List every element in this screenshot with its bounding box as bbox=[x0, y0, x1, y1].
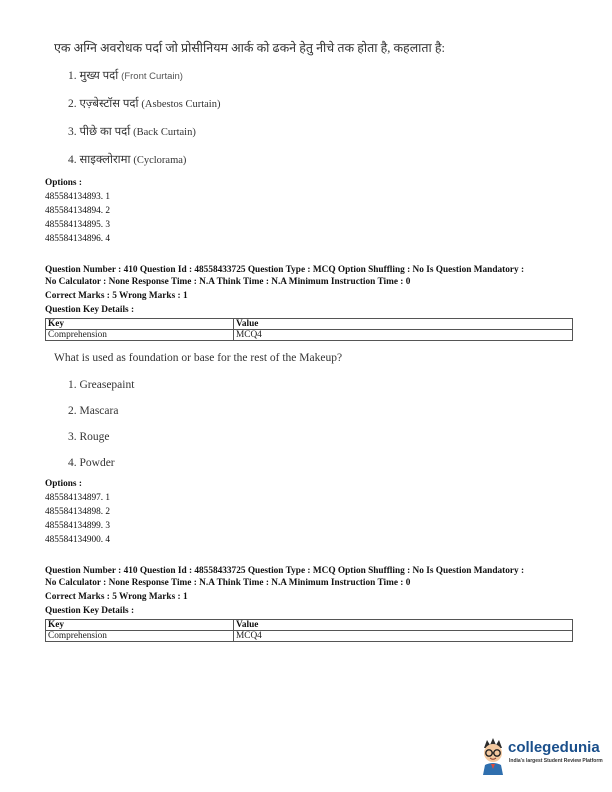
table-header-value: Value bbox=[234, 319, 573, 330]
option-id: 485584134898. 2 bbox=[45, 507, 111, 517]
question-key-table bbox=[45, 619, 573, 642]
table-cell-value: MCQ4 bbox=[234, 631, 573, 642]
option-english: (Front Curtain) bbox=[121, 71, 183, 82]
option-hindi: 3. पीछे का पर्दा bbox=[68, 126, 131, 138]
option-id: 485584134895. 3 bbox=[45, 220, 111, 230]
question-meta-line-1: Question Number : 410 Question Id : 48558433725 Question Type : MCQ Option Shuffling : No Is Question Mandatory : bbox=[45, 265, 525, 275]
option-english: (Cyclorama) bbox=[133, 155, 187, 166]
question-2-option-1: 1. Greasepaint bbox=[68, 379, 135, 391]
question-1-text: एक अग्नि अवरोधक पर्दा जो प्रोसीनियम आर्क को ढकने हेतु नीचे तक होता है, कहलाता है: bbox=[54, 41, 445, 55]
question-2-option-2: 2. Mascara bbox=[68, 405, 119, 417]
question-key-table bbox=[45, 318, 573, 341]
logo-tagline: India's largest Student Review Platform bbox=[509, 758, 603, 764]
collegedunia-logo bbox=[478, 735, 604, 775]
option-hindi: 4. साइक्लोरामा bbox=[68, 154, 131, 166]
option-id: 485584134896. 4 bbox=[45, 234, 111, 244]
option-id: 485584134894. 2 bbox=[45, 206, 111, 216]
question-2-option-3: 3. Rouge bbox=[68, 431, 110, 443]
table-header-key: Key bbox=[46, 319, 234, 330]
question-key-details-label: Question Key Details : bbox=[45, 606, 135, 616]
option-hindi: 2. एज़्बेस्टॉस पर्दा bbox=[68, 98, 139, 110]
option-english: (Back Curtain) bbox=[133, 127, 196, 138]
option-id: 485584134897. 1 bbox=[45, 493, 111, 503]
table-cell-key: Comprehension bbox=[46, 330, 234, 341]
question-1-option-3 bbox=[68, 124, 196, 139]
marks-info: Correct Marks : 5 Wrong Marks : 1 bbox=[45, 291, 188, 301]
option-id: 485584134893. 1 bbox=[45, 192, 111, 202]
table-cell-value: MCQ4 bbox=[234, 330, 573, 341]
options-label: Options : bbox=[45, 178, 82, 188]
option-english: (Asbestos Curtain) bbox=[141, 99, 221, 110]
question-2-text: What is used as foundation or base for the rest of the Makeup? bbox=[54, 352, 343, 364]
question-meta-line-2: No Calculator : None Response Time : N.A Think Time : N.A Minimum Instruction Time : 0 bbox=[45, 277, 411, 287]
option-hindi: 1. मुख्य पर्दा bbox=[68, 70, 119, 82]
question-meta-line-1: Question Number : 410 Question Id : 48558433725 Question Type : MCQ Option Shuffling : No Is Question Mandatory : bbox=[45, 566, 525, 576]
table-header-key: Key bbox=[46, 620, 234, 631]
mascot-icon bbox=[478, 735, 508, 775]
option-id: 485584134899. 3 bbox=[45, 521, 111, 531]
question-2-option-4: 4. Powder bbox=[68, 457, 115, 469]
question-key-details-label: Question Key Details : bbox=[45, 305, 135, 315]
question-1-option-4 bbox=[68, 152, 186, 167]
table-header-value: Value bbox=[234, 620, 573, 631]
option-id: 485584134900. 4 bbox=[45, 535, 111, 545]
logo-wordmark: collegedunia bbox=[508, 739, 600, 756]
question-1-option-1 bbox=[68, 68, 183, 83]
options-label: Options : bbox=[45, 479, 82, 489]
table-cell-key: Comprehension bbox=[46, 631, 234, 642]
question-1-option-2 bbox=[68, 96, 220, 111]
marks-info: Correct Marks : 5 Wrong Marks : 1 bbox=[45, 592, 188, 602]
question-meta-line-2: No Calculator : None Response Time : N.A Think Time : N.A Minimum Instruction Time : 0 bbox=[45, 578, 411, 588]
